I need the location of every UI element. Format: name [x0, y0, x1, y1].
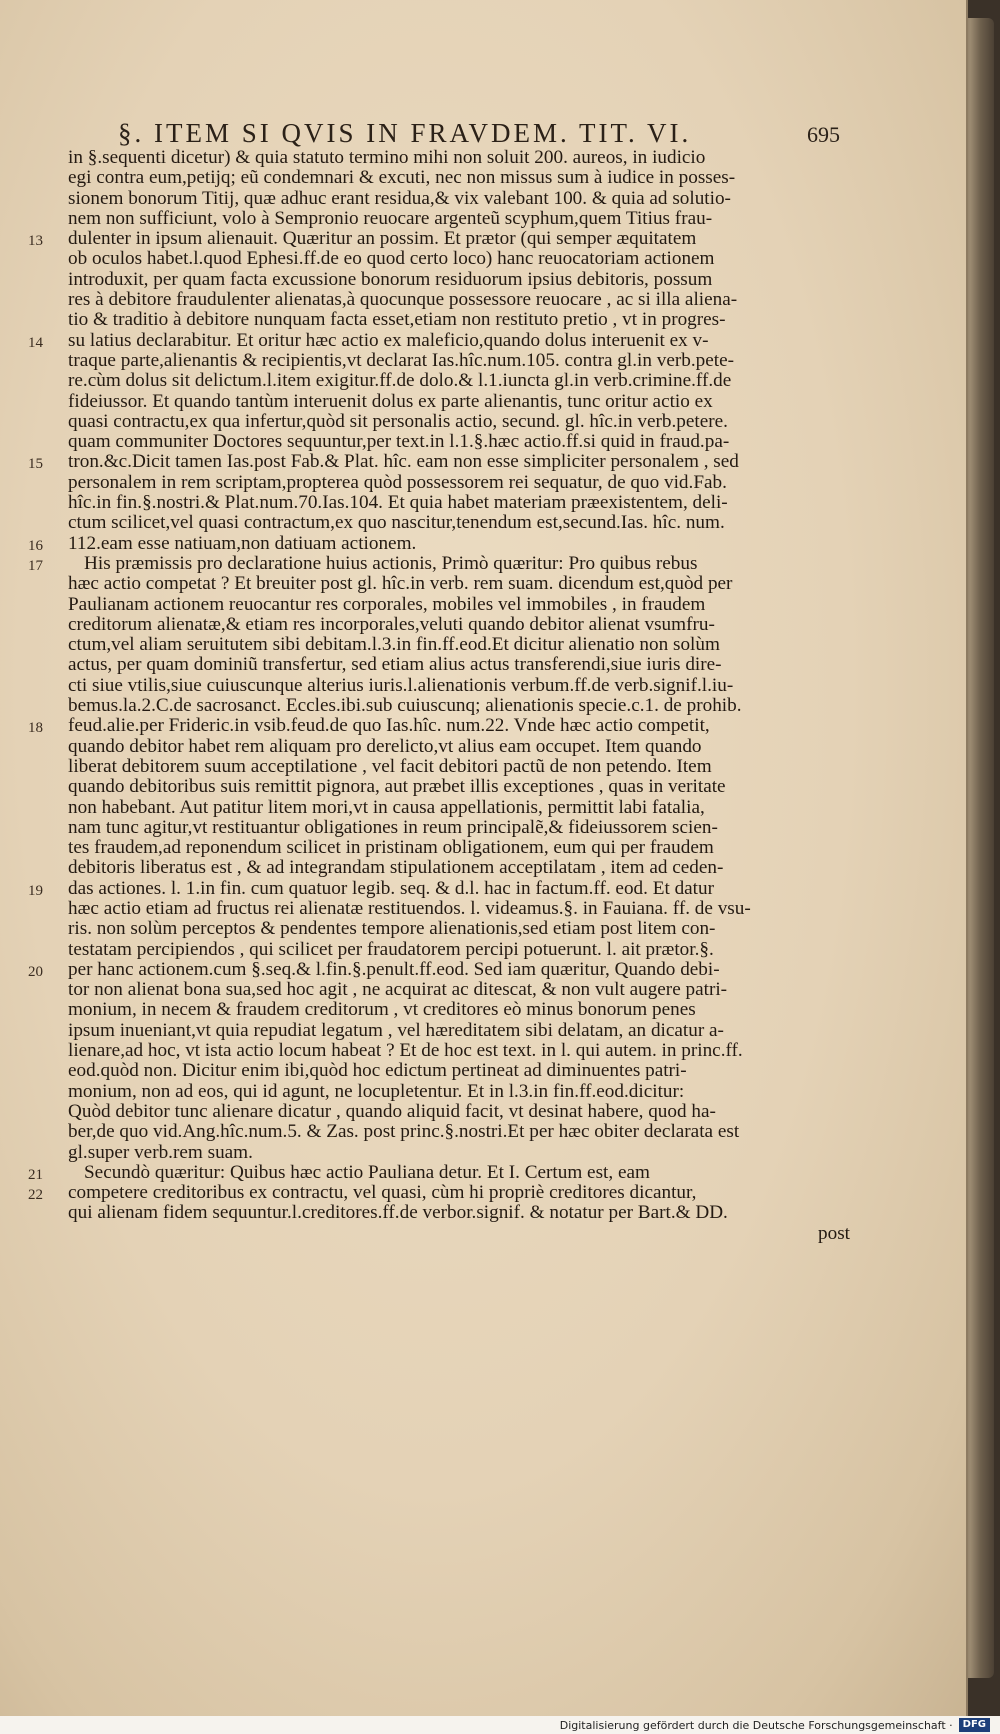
page-number: 695 [807, 122, 840, 147]
line-text: egi contra eum,petijq; eũ condemnari & excuti, nec non missus sum à iudice in posses- [68, 167, 736, 189]
text-line [56, 473, 856, 493]
dfg-logo: DFG [959, 1718, 990, 1732]
line-text: gl.super verb.rem suam. [68, 1141, 253, 1163]
line-text: nem non sufficiunt, volo à Sempronio reuocare argenteũ scyphum,quem Titius frau- [68, 207, 713, 229]
text-line [56, 432, 856, 452]
line-text: Paulianam actionem reuocantur res corporales, mobiles vel immobiles , in fraudem [68, 593, 706, 615]
text-line [56, 818, 856, 838]
line-text: competere creditoribus ex contractu, vel quasi, cùm hi propriè creditores dicantur, [68, 1182, 697, 1204]
text-line [56, 270, 856, 290]
line-text: monium, non ad eos, qui id agunt, ne locupletentur. Et in l.3.in fin.ff.eod.dicitur: [68, 1080, 685, 1102]
text-line [28, 1161, 856, 1183]
text-line [56, 1021, 856, 1041]
line-text: quando debitor habet rem aliquam pro derelicto,vt alius eam occupet. Item quando [68, 735, 702, 757]
text-line [56, 595, 856, 615]
text-line [56, 1082, 856, 1102]
margin-number: 17 [28, 557, 43, 574]
text-line [56, 1061, 856, 1081]
text-line [56, 1000, 856, 1020]
text-line [56, 919, 856, 939]
line-text: His præmissis pro declaratione huius actionis, Primò quæritur: Pro quibus rebus [84, 552, 698, 574]
text-line [56, 737, 856, 757]
margin-number: 15 [28, 456, 43, 473]
text-line [56, 676, 856, 696]
text-line [28, 532, 856, 554]
line-text: sionem bonorum Titij, quæ adhuc erant residua,& vix valebant 100. & quia ad solutio- [68, 187, 731, 209]
line-text: traque parte,alienantis & recipientis,vt declarat Ias.hîc.num.105. contra gl.in verb.pete- [68, 349, 734, 371]
running-head [118, 118, 840, 149]
running-title: §. ITEM SI QVIS IN FRAVDEM. TIT. VI. [118, 118, 692, 148]
line-text: qui alienam fidem sequuntur.l.creditores.ff.de verbor.signif. & notatur per Bart.& DD. [68, 1202, 728, 1224]
line-text: debitoris liberatus est , & ad integrandam stipulationem acceptilatam , item ad ceden- [68, 857, 724, 879]
text-line [56, 777, 856, 797]
line-text: fideiussor. Et quando tantùm interuenit dolus ex parte alienantis, tunc oritur actio ex [68, 390, 713, 412]
line-text: res à debitore fraudulenter alienatas,à quocunque possessore reuocare , ac si illa aliena- [68, 289, 738, 311]
line-text: per hanc actionem.cum §.seq.& l.fin.§.penult.ff.eod. Sed iam quæritur, Quando debi- [68, 958, 720, 980]
text-line [28, 552, 856, 574]
line-text: tio & traditio à debitore nunquam facta esset,etiam non restituto pretio , vt in progres- [68, 309, 726, 331]
line-text: ris. non solùm perceptos & pendentes tempore alienationis,sed etiam post litem con- [68, 918, 716, 940]
text-line [56, 1203, 856, 1223]
text-line [56, 838, 856, 858]
text-line [56, 635, 856, 655]
line-text: ctum,vel aliam seruitutem sibi debitam.l.3.in fin.ff.eod.Et dicitur alienatio non solùm [68, 634, 720, 656]
digitization-footer [0, 1716, 1000, 1734]
margin-number: 19 [28, 882, 43, 899]
text-line [28, 228, 856, 250]
text-line [56, 189, 856, 209]
line-text: tron.&c.Dicit tamen Ias.post Fab.& Plat. hîc. eam non esse simpliciter personalem , sed [68, 451, 739, 473]
text-line [28, 329, 856, 351]
line-text: Secundò quæritur: Quibus hæc actio Pauliana detur. Et I. Certum est, eam [84, 1161, 650, 1183]
margin-number: 13 [28, 233, 43, 250]
line-text: re.cùm dolus sit delictum.l.item exigitur.ff.de dolo.& l.1.iuncta gl.in verb.crimine.ff.de [68, 370, 732, 392]
line-text: bemus.la.2.C.de sacrosanct. Eccles.ibi.sub cuiuscunq; alienationis specie.c.1. de prohib. [68, 695, 742, 717]
text-line [56, 655, 856, 675]
text-line [56, 574, 856, 594]
text-line [28, 715, 856, 737]
text-line [56, 1224, 856, 1244]
line-text: personalem in rem scriptam,propterea quòd possessorem rei sequatur, de quo vid.Fab. [68, 471, 727, 493]
margin-number: 14 [28, 334, 43, 351]
text-line [56, 148, 856, 168]
text-line [56, 615, 856, 635]
line-text: lienare,ad hoc, vt ista actio locum habeat ? Et de hoc est text. in l. qui autem. in princ.ff. [68, 1040, 743, 1062]
footer-credit: Digitalisierung gefördert durch die Deutsche Forschungsgemeinschaft · [559, 1718, 953, 1732]
text-line [56, 1102, 856, 1122]
text-line [56, 351, 856, 371]
line-text: post [818, 1222, 850, 1244]
text-line [56, 209, 856, 229]
line-text: dulenter in ipsum alienauit. Quæritur an possim. Et prætor (qui semper æquitatem [68, 228, 697, 250]
text-line [56, 1041, 856, 1061]
margin-number: 20 [28, 963, 43, 980]
margin-number: 16 [28, 537, 43, 554]
text-line [56, 371, 856, 391]
line-text: liberat debitorem suum acceptilatione , vel facit debitori pactũ de non petendo. Item [68, 755, 712, 777]
line-text: ob oculos habet.l.quod Ephesi.ff.de eo quod certo loco) hanc reuocatoriam actionem [68, 248, 715, 270]
text-line [56, 940, 856, 960]
line-text: cti siue vtilis,siue cuiuscunque alterius iuris.l.alienationis verbum.ff.de verb.signif.l.iu- [68, 674, 734, 696]
text-line [28, 1182, 856, 1204]
line-text: creditorum alienatæ,& etiam res incorporales,veluti quando debitor alienat vsumfru- [68, 613, 715, 635]
text-line [56, 696, 856, 716]
line-text: monium, in necem & fraudem creditorum , vt creditores eò minus bonorum penes [68, 999, 696, 1021]
text-line [28, 877, 856, 899]
text-line [56, 493, 856, 513]
line-text: hæc actio competat ? Et breuiter post gl. hîc.in verb. rem suam. dicendum est,quòd per [68, 573, 733, 595]
text-line [56, 798, 856, 818]
line-text: ber,de quo vid.Ang.hîc.num.5. & Zas. post princ.§.nostri.Et per hæc obiter declarata est [68, 1121, 740, 1143]
text-line [28, 958, 856, 980]
line-text: tor non alienat bona sua,sed hoc agit , ne acquirat ac ditescat, & non vult augere patri- [68, 979, 728, 1001]
line-text: introduxit, per quam facta excussione bonorum residuorum ipsius debitoris, possum [68, 268, 713, 290]
text-line [56, 757, 856, 777]
line-text: Quòd debitor tunc alienare dicatur , quando aliquid facit, vt desinat habere, quod ha- [68, 1100, 716, 1122]
line-text: eod.quòd non. Dicitur enim ibi,quòd hoc edictum pertineat ad diminuentes patri- [68, 1060, 687, 1082]
text-line [56, 290, 856, 310]
text-line [56, 412, 856, 432]
text-line [28, 451, 856, 473]
line-text: quando debitoribus suis remittit pignora, aut præbet illis exceptiones , quas in veritate [68, 776, 726, 798]
line-text: 112.eam esse natiuam,non datiuam actionem. [68, 532, 417, 554]
line-text: quam communiter Doctores sequuntur,per text.in l.1.§.hæc actio.ff.si quid in fraud.pa- [68, 431, 730, 453]
line-text: tes fraudem,ad reponendum scilicet in pristinam obligationem, eum qui per fraudem [68, 837, 714, 859]
text-line [56, 899, 856, 919]
line-text: ipsum inueniant,vt quia repudiat legatum , vel hæreditatem sibi delatam, an dicatur a- [68, 1019, 724, 1041]
margin-number: 21 [28, 1166, 43, 1183]
line-text: quasi contractu,ex qua infertur,quòd sit personalis actio, secund. gl. hîc.in verb.petere. [68, 410, 728, 432]
line-text: in §.sequenti dicetur) & quia statuto termino mihi non soluit 200. aureos, in iudicio [68, 147, 706, 168]
margin-number: 18 [28, 720, 43, 737]
text-line [56, 980, 856, 1000]
line-text: nam tunc agitur,vt restituantur obligationes in reum principalẽ,& fideiussorem scien- [68, 816, 718, 838]
text-line [56, 310, 856, 330]
line-text: feud.alie.per Frideric.in vsib.feud.de quo Ias.hîc. num.22. Vnde hæc actio competit, [68, 715, 710, 737]
body-text [28, 147, 856, 1244]
text-line [56, 513, 856, 533]
line-text: das actiones. l. 1.in fin. cum quatuor legib. seq. & d.l. hac in factum.ff. eod. Et datur [68, 877, 714, 899]
line-text: hîc.in fin.§.nostri.& Plat.num.70.Ias.104. Et quia habet materiam præexistentem, deli- [68, 492, 728, 514]
text-line [56, 168, 856, 188]
text-line [56, 1122, 856, 1142]
text-line [56, 858, 856, 878]
line-text: su latius declarabitur. Et oritur hæc actio ex maleficio,quando dolus interuenit ex v- [68, 329, 709, 351]
text-line [56, 1143, 856, 1163]
margin-number: 22 [28, 1187, 43, 1204]
line-text: actus, per quam dominiũ transfertur, sed etiam alius actus transferendi,siue iuris dire- [68, 654, 722, 676]
text-line [56, 392, 856, 412]
line-text: hæc actio etiam ad fructus rei alienatæ restituendos. l. videamus.§. in Fauiana. ff. de vsu- [68, 897, 751, 919]
line-text: testatam percipiendos , qui scilicet per fraudatorem percipi potuerunt. l. ait prætor.§. [68, 938, 714, 960]
line-text: non habebant. Aut patitur litem mori,vt in causa appellationis, permittit labi fatalia, [68, 796, 705, 818]
text-line [56, 249, 856, 269]
line-text: ctum scilicet,vel quasi contractum,ex quo nascitur,tenendum est,secund.Ias. hîc. num. [68, 512, 725, 534]
